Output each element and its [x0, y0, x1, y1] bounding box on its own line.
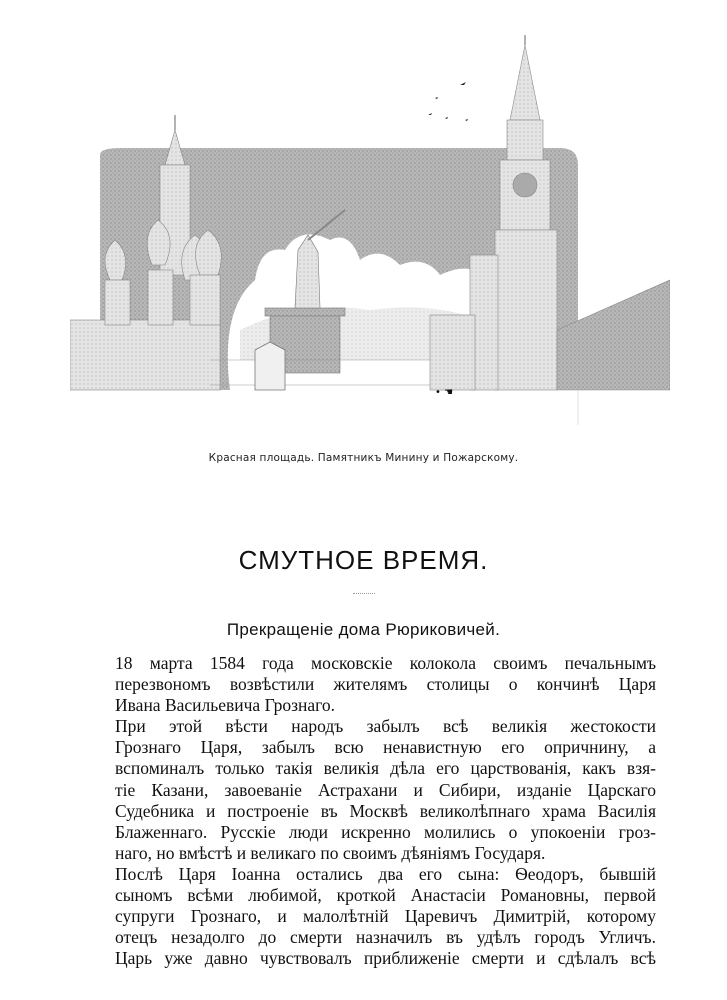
red-square-illustration: [70, 30, 670, 430]
text-line: вспоминалъ только такія великія дѣла его царствованія, какъ взя-: [115, 758, 656, 779]
text-line: перезвономъ возвѣстили жителямъ столицы о кончинѣ Царя: [115, 674, 656, 695]
text-line: Ивана Васильевича Грознаго.: [115, 695, 335, 716]
text-line: наго, но вмѣстѣ и великаго по своимъ дѣяніямъ Государя.: [115, 842, 546, 863]
paragraph-2: [71, 716, 656, 864]
text-line: 18 марта 1584 года московскіе колокола своимъ печальнымъ: [115, 653, 656, 673]
paragraph-1: [71, 653, 656, 716]
text-line: сыномъ всѣми любимой, кроткой Анастасіи Романовны, первой: [115, 885, 656, 906]
text-line: отецъ незадолго до смерти назначилъ въ удѣлъ городъ Угличъ.: [115, 927, 656, 948]
text-line: Послѣ Царя Іоанна остались два его сына: Ѳеодоръ, бывшій: [115, 863, 656, 884]
section-subtitle: Прекращеніе дома Рюриковичей.: [226, 620, 501, 639]
text-line: Судебника и построеніе въ Москвѣ великолѣпнаго храма Василія: [115, 800, 656, 821]
text-line: При этой вѣсти народъ забылъ всѣ великія жестокости: [115, 716, 656, 737]
chapter-title: СМУТНОЕ ВРЕМЯ.: [238, 545, 489, 575]
text-line: супруги Грознаго, и малолѣтній Царевичъ Димитрій, которому: [115, 906, 656, 927]
svg-text:• ☚: • ☚: [435, 387, 454, 398]
engraving-image: [70, 30, 670, 430]
illustration-caption: Красная площадь. Памятникъ Минину и Пожарскому.: [208, 452, 519, 464]
text-line: Царь уже давно чувствовалъ приближеніе смерти и сдѣлалъ всѣ: [115, 948, 656, 969]
title-divider-ornament: [353, 593, 375, 595]
paragraph-3: [71, 864, 656, 969]
text-line: тіе Казани, завоеваніе Астрахани и Сибири, изданіе Царскаго: [115, 779, 656, 800]
body-text: [71, 653, 656, 969]
text-line: Блаженнаго. Русскіе люди искренно молились о упокоеніи гроз-: [115, 821, 656, 842]
text-line: Грознаго Царя, забылъ всю ненавистную его опричнину, а: [115, 737, 656, 758]
